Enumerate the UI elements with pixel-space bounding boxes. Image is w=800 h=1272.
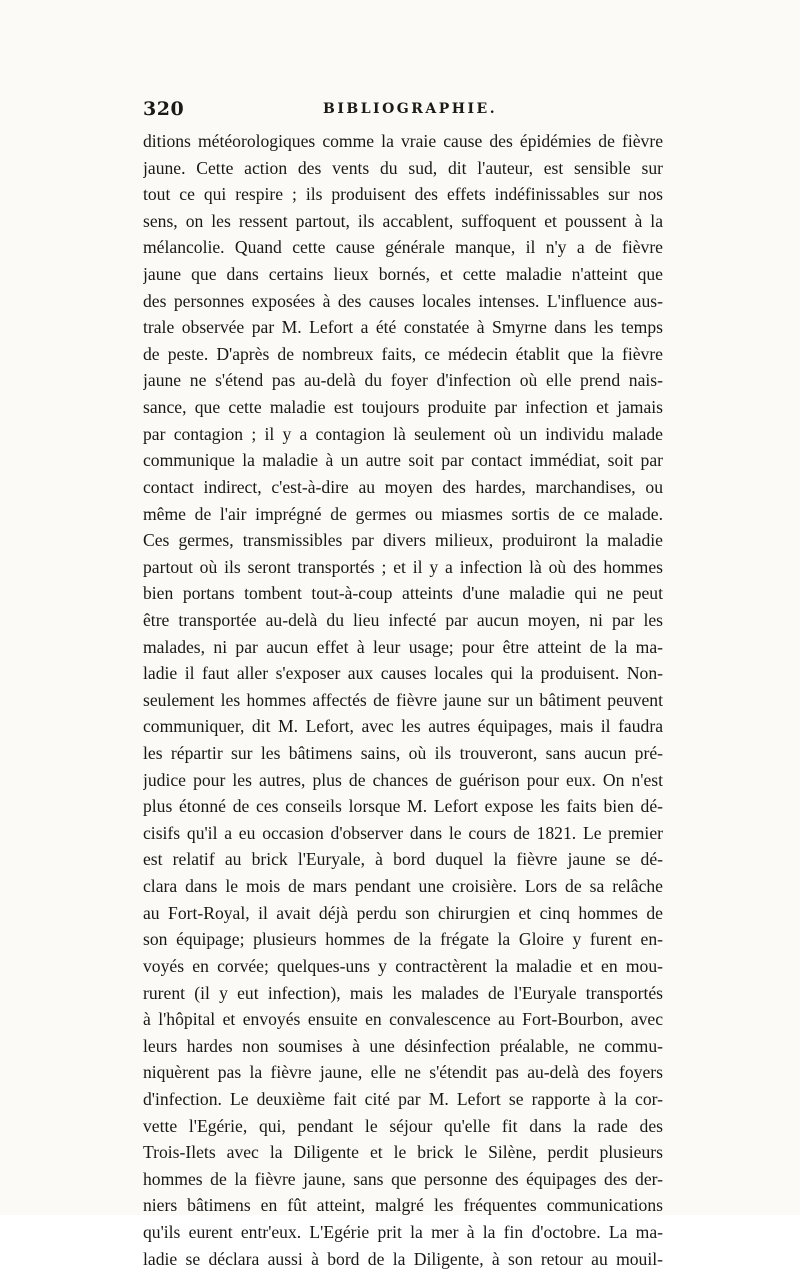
text-line: hommes de la fièvre jaune, sans que personne des équipages des der-	[143, 1168, 663, 1189]
text-line: est relatif au brick l'Euryale, à bord duquel la fièvre jaune se dé-	[143, 849, 663, 870]
text-line: par contagion ; il y a contagion là seulement où un individu malade	[143, 423, 663, 444]
text-line: ladie il faut aller s'exposer aux causes locales qui la produisent. Non-	[143, 663, 663, 684]
text-line: vette l'Egérie, qui, pendant le séjour qu'elle fit dans la rade des	[143, 1115, 663, 1136]
text-line: être transportée au-delà du lieu infecté par aucun moyen, ni par les	[143, 609, 663, 630]
text-line: jaune que dans certains lieux bornés, et cette maladie n'atteint que	[143, 264, 663, 285]
text-line: rurent (il y eut infection), mais les malades de l'Euryale transportés	[143, 982, 663, 1003]
text-line: sance, que cette maladie est toujours produite par infection et jamais	[143, 397, 663, 418]
text-line: leurs hardes non soumises à une désinfection préalable, ne commu-	[143, 1035, 663, 1056]
page-number: 320	[143, 98, 185, 120]
text-line: jaune ne s'étend pas au-delà du foyer d'infection où elle prend nais-	[143, 370, 663, 391]
body-text	[143, 128, 663, 1272]
text-line: bien portans tombent tout-à-coup atteints d'une maladie qui ne peut	[143, 583, 663, 604]
text-line: ditions météorologiques comme la vraie cause des épidémies de fièvre	[143, 131, 663, 151]
text-line: judice pour les autres, plus de chances de guérison pour eux. On n'est	[143, 769, 663, 790]
text-line: partout où ils seront transportés ; et il y a infection là où des hommes	[143, 556, 663, 577]
text-line: des personnes exposées à des causes locales intenses. L'influence aus-	[143, 290, 663, 311]
text-line: clara dans le mois de mars pendant une croisière. Lors de sa relâche	[143, 876, 663, 897]
text-line: jaune. Cette action des vents du sud, dit l'auteur, est sensible sur	[143, 157, 663, 178]
text-line: cisifs qu'il a eu occasion d'observer dans le cours de 1821. Le premier	[143, 822, 663, 843]
text-line: tout ce qui respire ; ils produisent des effets indéfinissables sur nos	[143, 184, 663, 205]
running-title: BIBLIOGRAPHIE.	[323, 101, 498, 117]
text-line: contact indirect, c'est-à-dire au moyen des hardes, marchandises, ou	[143, 476, 663, 497]
text-line: à l'hôpital et envoyés ensuite en convalescence au Fort-Bourbon, avec	[143, 1009, 663, 1030]
text-line: voyés en corvée; quelques-uns y contractèrent la maladie et en mou-	[143, 955, 663, 976]
text-line: de peste. D'après de nombreux faits, ce médecin établit que la fièvre	[143, 343, 663, 364]
text-line: niers bâtimens en fût atteint, malgré les fréquentes communications	[143, 1195, 663, 1216]
text-line: sens, on les ressent partout, ils accablent, suffoquent et poussent à la	[143, 210, 663, 231]
text-line: au Fort-Royal, il avait déjà perdu son chirurgien et cinq hommes de	[143, 902, 663, 923]
text-line: malades, ni par aucun effet à leur usage; pour être atteint de la ma-	[143, 636, 663, 657]
text-line: niquèrent pas la fièvre jaune, elle ne s'étendit pas au-delà des foyers	[143, 1062, 663, 1083]
text-line: les répartir sur les bâtimens sains, où ils trouveront, sans aucun pré-	[143, 743, 663, 764]
text-line: ladie se déclara aussi à bord de la Diligente, à son retour au mouil-	[143, 1248, 663, 1269]
text-line: Trois-Ilets avec la Diligente et le brick le Silène, perdit plusieurs	[143, 1142, 663, 1163]
text-line: seulement les hommes affectés de fièvre jaune sur un bâtiment peuvent	[143, 689, 663, 710]
text-line: communique la maladie à un autre soit par contact immédiat, soit par	[143, 450, 663, 471]
page-header	[143, 98, 663, 124]
text-line: communiquer, dit M. Lefort, avec les autres équipages, mais il faudra	[143, 716, 663, 737]
text-line: qu'ils eurent entr'eux. L'Egérie prit la mer à la fin d'octobre. La ma-	[143, 1221, 663, 1242]
text-line: mélancolie. Quand cette cause générale manque, il n'y a de fièvre	[143, 237, 663, 258]
text-line: même de l'air imprégné de germes ou miasmes sortis de ce malade.	[143, 503, 663, 524]
text-line: trale observée par M. Lefort a été constatée à Smyrne dans les temps	[143, 317, 663, 338]
text-line: plus étonné de ces conseils lorsque M. Lefort expose les faits bien dé-	[143, 796, 663, 817]
text-line: son équipage; plusieurs hommes de la frégate la Gloire y furent en-	[143, 929, 663, 950]
text-line: d'infection. Le deuxième fait cité par M. Lefort se rapporte à la cor-	[143, 1088, 663, 1109]
text-line: Ces germes, transmissibles par divers milieux, produiront la maladie	[143, 530, 663, 551]
